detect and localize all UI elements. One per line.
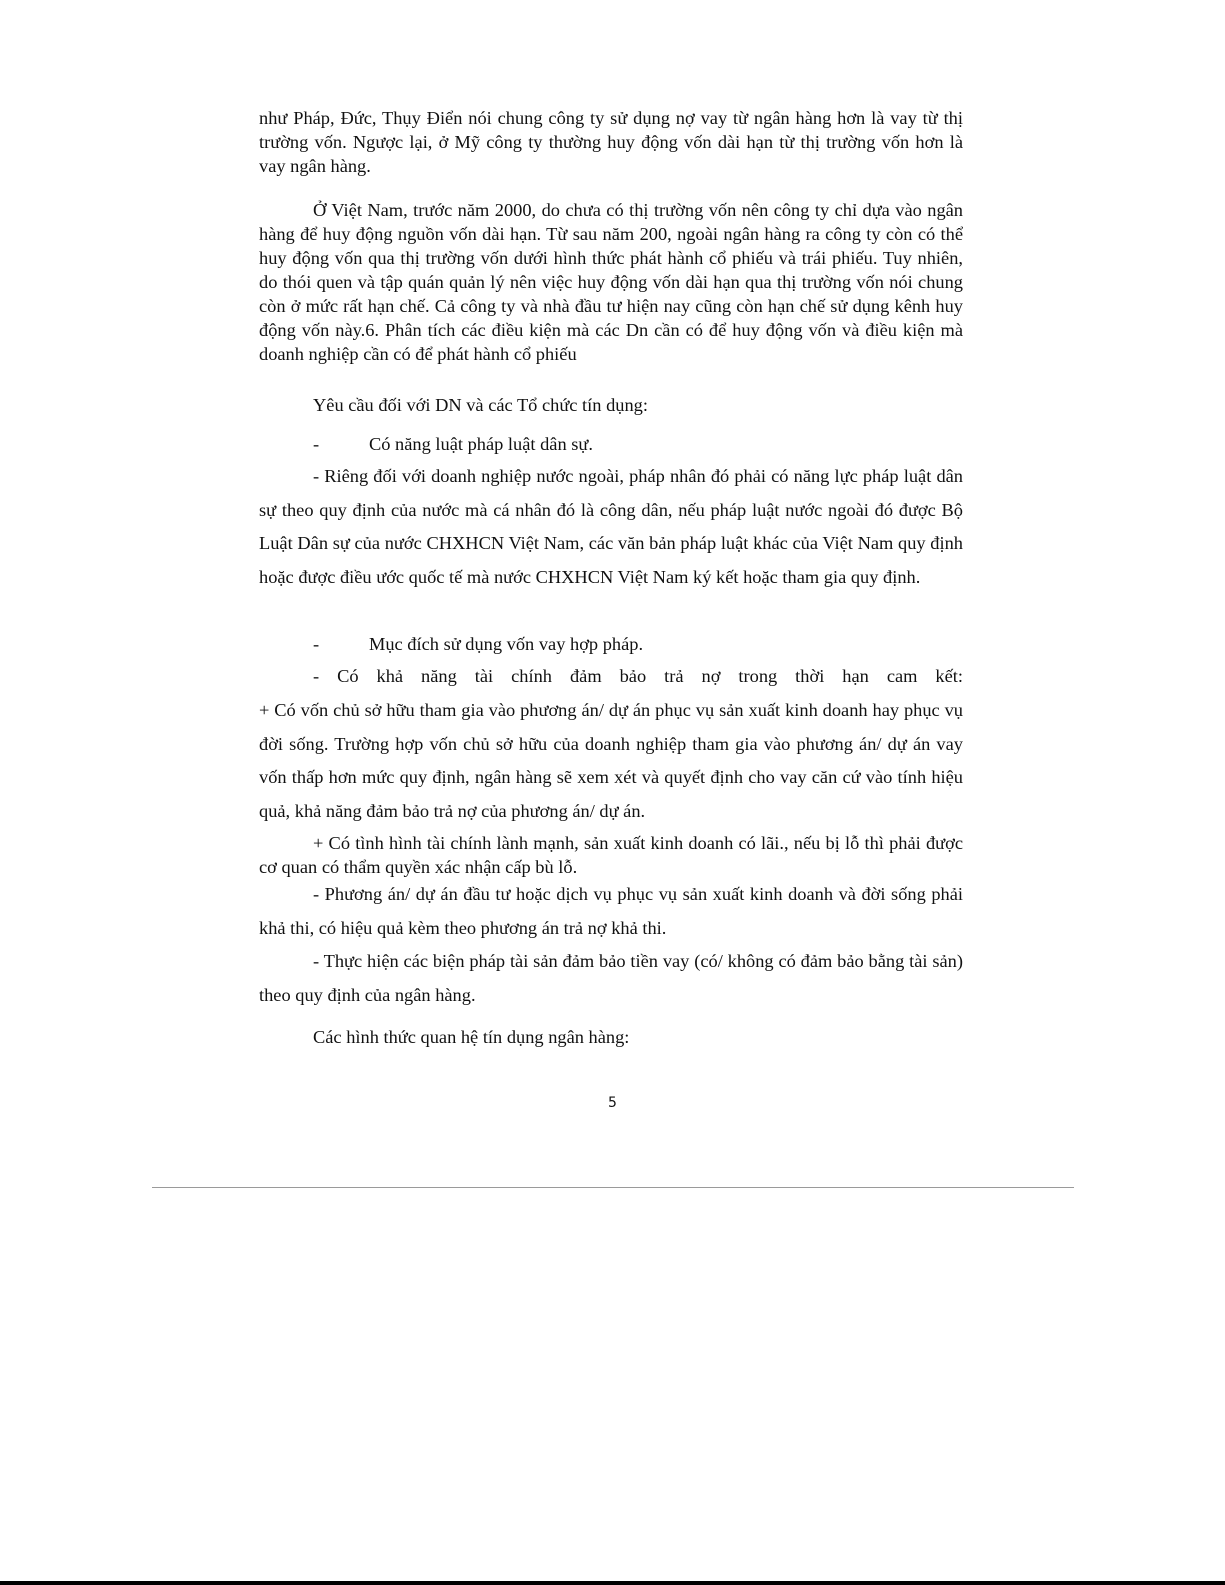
paragraph-3: Yêu cầu đối với DN và các Tổ chức tín dụng:: [313, 395, 648, 415]
paragraph-5: + Có vốn chủ sở hữu tham gia vào phương án/ dự án phục vụ sản xuất kinh doanh hay phục vụ đời sống. Trường hợp vốn chủ sở hữu của doanh nghiệp tham gia vào phương án/ dự án vay vốn thấp hơn mức quy định, ngân hàng sẽ xem xét và quyết định cho vay căn cứ vào tính hiệu quả, khả năng đảm bảo trả nợ của phương án/ dự án.: [259, 700, 963, 821]
bullet-text: Mục đích sử dụng vốn vay hợp pháp.: [369, 634, 644, 654]
bullet-text: Có năng luật pháp luật dân sự.: [369, 434, 593, 454]
paragraph-2: Ở Việt Nam, trước năm 2000, do chưa có thị trường vốn nên công ty chỉ dựa vào ngân hàng để huy động nguồn vốn dài hạn. Từ sau năm 200, ngoài ngân hàng ra công ty còn có thể huy động vốn qua thị trường vốn dưới hình thức phát hành cổ phiếu và trái phiếu. Tuy nhiên, do thói quen và tập quán quản lý nên việc huy động vốn dài hạn qua thị trường vốn nói chung còn ở mức rất hạn chế. Cả công ty và nhà đầu tư hiện nay cũng còn hạn chế sử dụng kênh huy động vốn này.6. Phân tích các điều kiện mà các Dn cần có để huy động vốn và điều kiện mà doanh nghiệp cần có để phát hành cổ phiếu: [259, 200, 963, 364]
bullet-dash: -: [313, 434, 320, 454]
paragraph-1: như Pháp, Đức, Thụy Điển nói chung công ty sử dụng nợ vay từ ngân hàng hơn là vay từ thị trường vốn. Ngược lại, ở Mỹ công ty thường huy động vốn dài hạn từ thị trường vốn hơn là vay ngân hàng.: [259, 108, 963, 176]
bullet-dash: -: [313, 634, 320, 654]
page-number: 5: [608, 1095, 617, 1111]
paragraph-8: - Thực hiện các biện pháp tài sản đảm bảo tiền vay (có/ không có đảm bảo bằng tài sản) theo quy định của ngân hàng.: [259, 951, 963, 1005]
page-separator: [152, 1187, 1074, 1188]
paragraph-4: - Riêng đối với doanh nghiệp nước ngoài, pháp nhân đó phải có năng lực pháp luật dân sự theo quy định của nước mà cá nhân đó là công dân, nếu pháp luật nước ngoài đó được Bộ Luật Dân sự của nước CHXHCN Việt Nam, các văn bản pháp luật khác của Việt Nam quy định hoặc được điều ước quốc tế mà nước CHXHCN Việt Nam ký kết hoặc tham gia quy định.: [259, 466, 963, 587]
paragraph-9: Các hình thức quan hệ tín dụng ngân hàng:: [313, 1027, 630, 1047]
paragraph-6: + Có tình hình tài chính lành mạnh, sản xuất kinh doanh có lãi., nếu bị lỗ thì phải được cơ quan có thẩm quyền xác nhận cấp bù lỗ.: [259, 833, 963, 877]
paragraph-7: - Phương án/ dự án đầu tư hoặc dịch vụ phục vụ sản xuất kinh doanh và đời sống phải khả thi, có hiệu quả kèm theo phương án trả nợ khả thi.: [259, 884, 963, 938]
bottom-border: [0, 1581, 1225, 1585]
paragraph-5-first-line: - Có khả năng tài chính đảm bảo trả nợ trong thời hạn cam kết:: [313, 666, 963, 686]
